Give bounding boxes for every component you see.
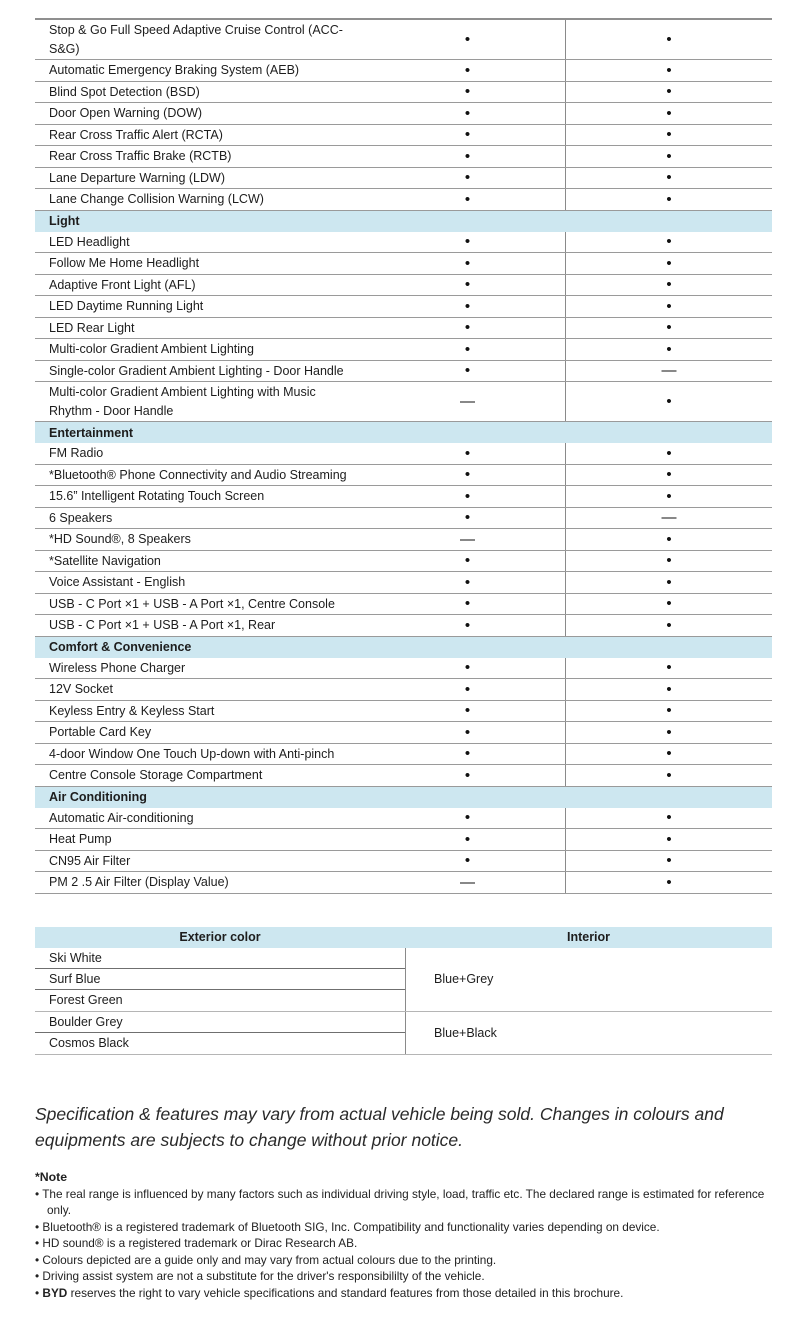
availability-mark: • bbox=[666, 147, 672, 165]
variant2-availability bbox=[565, 508, 772, 529]
variant2-availability bbox=[565, 60, 772, 81]
availability-mark: • bbox=[666, 104, 672, 122]
availability-mark: • bbox=[666, 319, 672, 337]
feature-name: 6 Speakers bbox=[49, 510, 113, 525]
availability-mark: • bbox=[666, 873, 672, 891]
availability-mark: — bbox=[661, 509, 677, 527]
variant2-availability bbox=[565, 232, 772, 253]
variant2-availability bbox=[565, 361, 772, 382]
feature-name: Automatic Air-conditioning bbox=[49, 810, 194, 825]
availability-mark: • bbox=[464, 444, 471, 462]
variant1-availability bbox=[370, 189, 565, 210]
feature-name: *HD Sound®, 8 Speakers bbox=[49, 532, 191, 546]
availability-mark: • bbox=[666, 595, 672, 613]
feature-row bbox=[35, 253, 772, 275]
interior-color-value: Blue+Black bbox=[405, 1012, 772, 1054]
availability-mark: • bbox=[666, 169, 672, 187]
availability-mark: • bbox=[666, 31, 672, 48]
availability-mark: — bbox=[661, 362, 677, 380]
availability-mark: • bbox=[666, 766, 672, 784]
section-header bbox=[35, 637, 772, 658]
feature-row bbox=[35, 572, 772, 594]
availability-mark: • bbox=[666, 723, 672, 741]
feature-name: Door Open Warning (DOW) bbox=[49, 106, 203, 120]
availability-mark: • bbox=[464, 552, 471, 570]
variant1-availability bbox=[370, 701, 565, 722]
availability-mark: • bbox=[464, 659, 471, 677]
variant1-availability bbox=[370, 529, 565, 550]
variant1-availability bbox=[370, 318, 565, 339]
variant2-availability bbox=[565, 20, 772, 59]
variant1-availability bbox=[370, 551, 565, 572]
feature-row bbox=[35, 168, 772, 190]
availability-mark: • bbox=[464, 745, 471, 763]
section-header bbox=[35, 211, 772, 232]
feature-row bbox=[35, 872, 772, 894]
feature-row bbox=[35, 508, 772, 530]
variant2-availability bbox=[565, 146, 772, 167]
note-item-brand: • BYD reserves the right to vary vehicle specifications and standard features from those detailed in this brochure. bbox=[35, 1286, 624, 1301]
availability-mark: • bbox=[666, 487, 672, 505]
feature-row bbox=[35, 339, 772, 361]
availability-mark: • bbox=[666, 616, 672, 634]
availability-mark: • bbox=[666, 340, 672, 358]
feature-name: 15.6” Intelligent Rotating Touch Screen bbox=[49, 489, 265, 503]
availability-mark: • bbox=[666, 552, 672, 570]
feature-row bbox=[35, 594, 772, 616]
availability-mark: • bbox=[666, 852, 672, 870]
variant2-availability bbox=[565, 339, 772, 360]
availability-mark: • bbox=[464, 254, 471, 272]
color-table-header bbox=[35, 927, 772, 948]
variant2-availability bbox=[565, 168, 772, 189]
color-group bbox=[35, 1012, 772, 1055]
variant2-availability bbox=[565, 572, 772, 593]
feature-name: LED Daytime Running Light bbox=[49, 299, 204, 313]
availability-mark: • bbox=[464, 83, 471, 101]
feature-row bbox=[35, 808, 772, 830]
availability-mark: • bbox=[666, 809, 672, 827]
feature-row bbox=[35, 701, 772, 723]
variant2-availability bbox=[565, 615, 772, 636]
availability-mark: • bbox=[464, 573, 471, 591]
feature-name: Automatic Emergency Braking System (AEB) bbox=[49, 63, 300, 77]
feature-name: 12V Socket bbox=[49, 682, 113, 696]
variant2-availability bbox=[565, 551, 772, 572]
variant1-availability bbox=[370, 232, 565, 253]
feature-row bbox=[35, 486, 772, 508]
exterior-color-row: Cosmos Black bbox=[49, 1036, 129, 1050]
variant1-availability bbox=[370, 275, 565, 296]
feature-row bbox=[35, 765, 772, 787]
feature-row bbox=[35, 382, 772, 422]
section-header bbox=[35, 422, 772, 443]
feature-row bbox=[35, 146, 772, 168]
availability-mark: • bbox=[666, 659, 672, 677]
variant1-availability bbox=[370, 103, 565, 124]
feature-name: Wireless Phone Charger bbox=[49, 660, 186, 675]
feature-row bbox=[35, 679, 772, 701]
variant1-availability bbox=[370, 20, 565, 59]
variant2-availability bbox=[565, 125, 772, 146]
brand-name: BYD bbox=[42, 1286, 68, 1301]
variant1-availability bbox=[370, 60, 565, 81]
variant2-availability bbox=[565, 465, 772, 486]
feature-name: Multi-color Gradient Ambient Lighting with Music Rhythm - Door Handle bbox=[49, 385, 316, 418]
feature-name: LED Headlight bbox=[49, 234, 130, 249]
feature-name: Portable Card Key bbox=[49, 725, 152, 739]
variant1-availability bbox=[370, 829, 565, 850]
availability-mark: • bbox=[464, 766, 471, 784]
availability-mark: — bbox=[460, 873, 475, 891]
feature-name: Rear Cross Traffic Brake (RCTB) bbox=[49, 149, 232, 163]
variant1-availability bbox=[370, 765, 565, 786]
note-section bbox=[35, 1170, 783, 1302]
availability-mark: • bbox=[464, 509, 471, 527]
variant2-availability bbox=[565, 744, 772, 765]
feature-row bbox=[35, 20, 772, 60]
section-header-label: Air Conditioning bbox=[49, 790, 147, 804]
availability-mark: • bbox=[464, 595, 471, 613]
availability-mark: • bbox=[666, 61, 672, 79]
feature-name: Adaptive Front Light (AFL) bbox=[49, 277, 196, 292]
variant1-availability bbox=[370, 615, 565, 636]
availability-mark: • bbox=[666, 830, 672, 848]
feature-row bbox=[35, 658, 772, 680]
feature-row bbox=[35, 296, 772, 318]
variant1-availability bbox=[370, 146, 565, 167]
availability-mark: • bbox=[666, 745, 672, 763]
variant2-availability bbox=[565, 829, 772, 850]
feature-name: LED Rear Light bbox=[49, 320, 135, 335]
interior-color-value: Blue+Grey bbox=[405, 948, 772, 1011]
availability-mark: • bbox=[464, 852, 471, 870]
exterior-color-list bbox=[35, 1012, 405, 1054]
variant1-availability bbox=[370, 508, 565, 529]
variant2-availability bbox=[565, 382, 772, 421]
availability-mark: • bbox=[464, 276, 471, 294]
availability-mark: • bbox=[464, 362, 471, 380]
note-item: • Colours depicted are a guide only and may vary from actual colours due to the printing. bbox=[35, 1252, 497, 1267]
variant2-availability bbox=[565, 722, 772, 743]
feature-name: Voice Assistant - English bbox=[49, 575, 186, 589]
variant2-availability bbox=[565, 765, 772, 786]
availability-mark: • bbox=[464, 830, 471, 848]
feature-name: 4-door Window One Touch Up-down with Anti-pinch bbox=[49, 746, 335, 761]
feature-row bbox=[35, 232, 772, 254]
feature-name: USB - C Port ×1 + USB - A Port ×1, Rear bbox=[49, 618, 276, 632]
availability-mark: • bbox=[666, 233, 672, 251]
availability-mark: • bbox=[464, 190, 471, 208]
variant1-availability bbox=[370, 168, 565, 189]
feature-row bbox=[35, 82, 772, 104]
availability-mark: • bbox=[464, 809, 471, 827]
color-table bbox=[35, 927, 772, 1055]
exterior-color-row: Forest Green bbox=[49, 993, 123, 1007]
feature-name: Single-color Gradient Ambient Lighting - Door Handle bbox=[49, 363, 344, 378]
availability-mark: • bbox=[666, 530, 672, 548]
availability-mark: • bbox=[464, 616, 471, 634]
availability-mark: • bbox=[464, 466, 471, 484]
feature-name: Blind Spot Detection (BSD) bbox=[49, 84, 200, 99]
feature-name: Multi-color Gradient Ambient Lighting bbox=[49, 342, 254, 356]
variant2-availability bbox=[565, 658, 772, 679]
availability-mark: • bbox=[666, 190, 672, 208]
variant2-availability bbox=[565, 851, 772, 872]
section-header-label: Light bbox=[49, 214, 80, 228]
exterior-color-row: Boulder Grey bbox=[35, 1012, 405, 1033]
availability-mark: • bbox=[464, 31, 471, 48]
feature-name: Stop & Go Full Speed Adaptive Cruise Control (ACC-S&G) bbox=[49, 23, 343, 56]
feature-row bbox=[35, 189, 772, 211]
variant2-availability bbox=[565, 872, 772, 893]
variant1-availability bbox=[370, 808, 565, 829]
availability-mark: • bbox=[666, 254, 672, 272]
feature-spec-table bbox=[35, 18, 772, 894]
variant2-availability bbox=[565, 808, 772, 829]
section-header bbox=[35, 787, 772, 808]
exterior-color-header: Exterior color bbox=[179, 930, 261, 944]
feature-row bbox=[35, 744, 772, 766]
availability-mark: • bbox=[666, 276, 672, 294]
variant2-availability bbox=[565, 594, 772, 615]
feature-name: Keyless Entry & Keyless Start bbox=[49, 703, 215, 718]
variant2-availability bbox=[565, 679, 772, 700]
availability-mark: • bbox=[666, 444, 672, 462]
availability-mark: • bbox=[666, 297, 672, 315]
feature-name: Follow Me Home Headlight bbox=[49, 256, 200, 270]
disclaimer-text: Specification & features may vary from actual vehicle being sold. Changes in colours and equipments are subjects to change without prior notice. bbox=[35, 1103, 724, 1150]
feature-name: Centre Console Storage Compartment bbox=[49, 768, 263, 782]
interior-header: Interior bbox=[566, 930, 611, 944]
availability-mark: • bbox=[464, 104, 471, 122]
variant1-availability bbox=[370, 82, 565, 103]
variant2-availability bbox=[565, 275, 772, 296]
variant1-availability bbox=[370, 744, 565, 765]
variant2-availability bbox=[565, 253, 772, 274]
variant2-availability bbox=[565, 103, 772, 124]
availability-mark: • bbox=[464, 680, 471, 698]
availability-mark: — bbox=[460, 393, 475, 410]
feature-row bbox=[35, 851, 772, 873]
availability-mark: • bbox=[464, 126, 471, 144]
variant1-availability bbox=[370, 382, 565, 421]
variant1-availability bbox=[370, 361, 565, 382]
feature-row bbox=[35, 529, 772, 551]
note-item: • HD sound® is a registered trademark or Dirac Research AB. bbox=[35, 1236, 358, 1251]
variant2-availability bbox=[565, 486, 772, 507]
availability-mark: • bbox=[666, 83, 672, 101]
variant1-availability bbox=[370, 125, 565, 146]
feature-row bbox=[35, 615, 772, 637]
availability-mark: • bbox=[464, 723, 471, 741]
variant1-availability bbox=[370, 443, 565, 464]
feature-row bbox=[35, 103, 772, 125]
variant2-availability bbox=[565, 318, 772, 339]
exterior-color-row: Ski White bbox=[35, 948, 405, 969]
feature-name: Rear Cross Traffic Alert (RCTA) bbox=[49, 127, 223, 142]
feature-name: PM 2 .5 Air Filter (Display Value) bbox=[49, 875, 229, 889]
variant1-availability bbox=[370, 253, 565, 274]
variant1-availability bbox=[370, 679, 565, 700]
variant1-availability bbox=[370, 339, 565, 360]
feature-row bbox=[35, 465, 772, 487]
note-item: • Bluetooth® is a registered trademark of Bluetooth SIG, Inc. Compatibility and functionality varies depending on device. bbox=[35, 1219, 660, 1234]
feature-name: Lane Change Collision Warning (LCW) bbox=[49, 192, 264, 206]
feature-name: Heat Pump bbox=[49, 832, 112, 846]
availability-mark: • bbox=[464, 487, 471, 505]
variant1-availability bbox=[370, 851, 565, 872]
variant1-availability bbox=[370, 594, 565, 615]
variant1-availability bbox=[370, 872, 565, 893]
feature-name: Lane Departure Warning (LDW) bbox=[49, 170, 225, 185]
variant2-availability bbox=[565, 82, 772, 103]
note-item: • The real range is influenced by many factors such as individual driving style, load, traffic etc. The declared range is estimated for reference only. bbox=[35, 1186, 765, 1218]
variant1-availability bbox=[370, 658, 565, 679]
feature-name: FM Radio bbox=[49, 446, 104, 460]
variant1-availability bbox=[370, 465, 565, 486]
variant1-availability bbox=[370, 572, 565, 593]
variant2-availability bbox=[565, 443, 772, 464]
feature-row bbox=[35, 60, 772, 82]
feature-row bbox=[35, 361, 772, 383]
variant1-availability bbox=[370, 486, 565, 507]
availability-mark: • bbox=[464, 61, 471, 79]
section-header-label: Entertainment bbox=[49, 425, 134, 440]
availability-mark: • bbox=[666, 702, 672, 720]
availability-mark: • bbox=[666, 393, 672, 410]
feature-row bbox=[35, 125, 772, 147]
note-item: • Driving assist system are not a substitute for the driver's responsibililty of the vehicle. bbox=[35, 1269, 485, 1284]
variant2-availability bbox=[565, 296, 772, 317]
availability-mark: • bbox=[464, 319, 471, 337]
feature-name: USB - C Port ×1 + USB - A Port ×1, Centre Console bbox=[49, 596, 335, 611]
feature-row bbox=[35, 722, 772, 744]
availability-mark: • bbox=[666, 573, 672, 591]
availability-mark: • bbox=[666, 126, 672, 144]
availability-mark: • bbox=[464, 147, 471, 165]
variant2-availability bbox=[565, 189, 772, 210]
feature-name: *Bluetooth® Phone Connectivity and Audio Streaming bbox=[49, 467, 347, 482]
feature-row bbox=[35, 275, 772, 297]
availability-mark: • bbox=[464, 297, 471, 315]
feature-row bbox=[35, 443, 772, 465]
variant2-availability bbox=[565, 529, 772, 550]
exterior-color-list bbox=[35, 948, 405, 1011]
feature-name: CN95 Air Filter bbox=[49, 853, 131, 868]
feature-row bbox=[35, 551, 772, 573]
variant1-availability bbox=[370, 296, 565, 317]
exterior-color-row: Surf Blue bbox=[35, 969, 405, 990]
availability-mark: • bbox=[464, 169, 471, 187]
note-list bbox=[35, 1186, 783, 1302]
availability-mark: — bbox=[460, 530, 475, 548]
color-group bbox=[35, 948, 772, 1012]
availability-mark: • bbox=[464, 340, 471, 358]
availability-mark: • bbox=[666, 466, 672, 484]
availability-mark: • bbox=[666, 680, 672, 698]
note-title: *Note bbox=[35, 1169, 68, 1184]
availability-mark: • bbox=[464, 702, 471, 720]
variant2-availability bbox=[565, 701, 772, 722]
variant1-availability bbox=[370, 722, 565, 743]
feature-name: *Satellite Navigation bbox=[49, 553, 161, 568]
color-table-body bbox=[35, 948, 772, 1055]
feature-row bbox=[35, 829, 772, 851]
feature-row bbox=[35, 318, 772, 340]
section-header-label: Comfort & Convenience bbox=[49, 640, 192, 654]
availability-mark: • bbox=[464, 233, 471, 251]
